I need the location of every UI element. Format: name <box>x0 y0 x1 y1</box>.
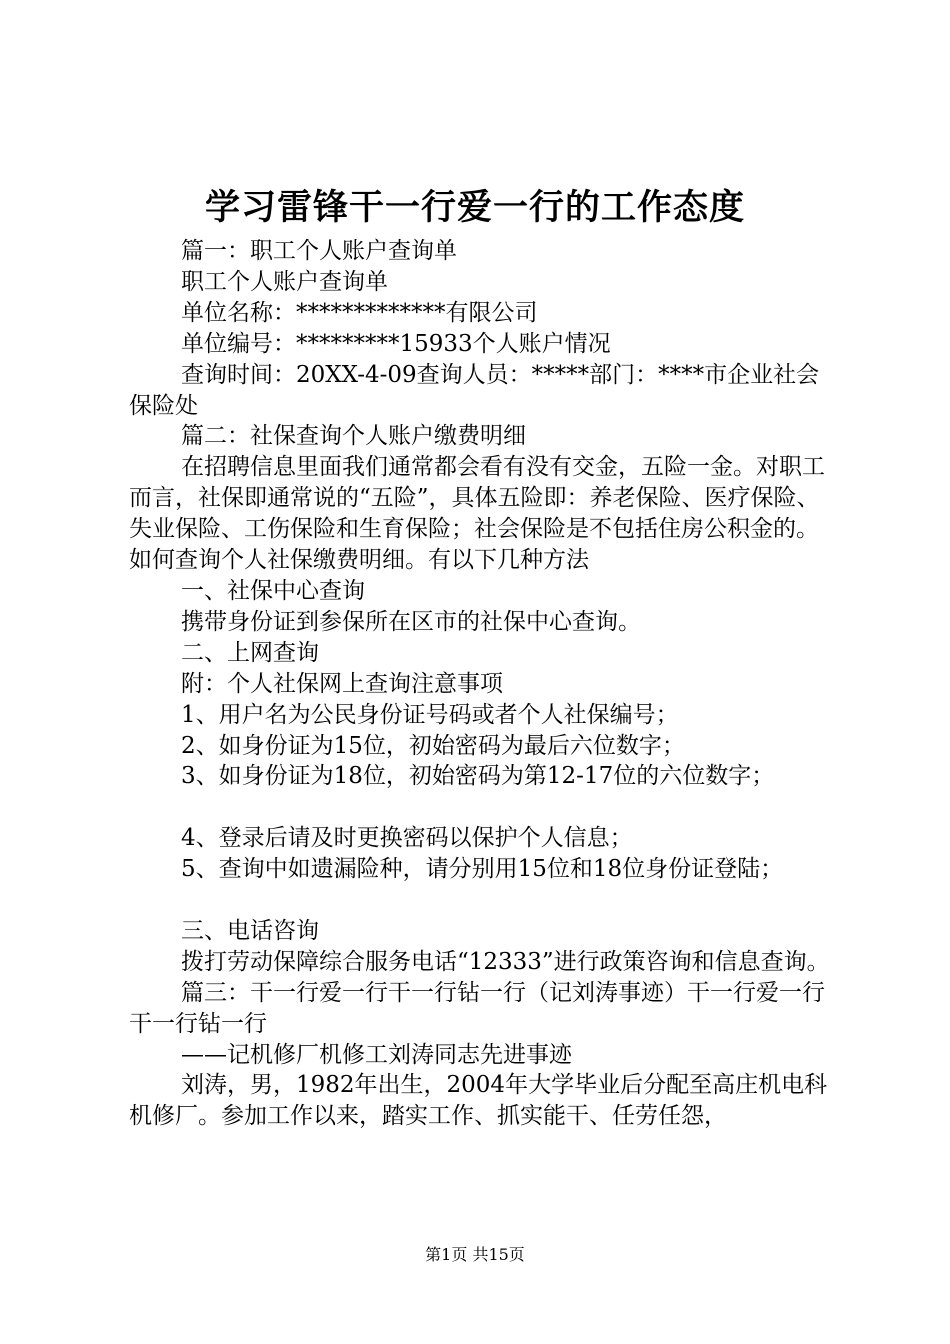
paragraph: 篇三：干一行爱一行干一行钻一行（记刘涛事迹）干一行爱一行干一行钻一行 <box>129 979 825 1037</box>
paragraph: 刘涛，男，1982年出生，2004年大学毕业后分配至高庄机电科机修厂。参加工作以来，踏实工作、抓实能干、任劳任怨， <box>129 1072 828 1130</box>
paragraph: 3、如身份证为18位，初始密码为第12-17位的六位数字； <box>181 763 775 790</box>
document-title: 学习雷锋干一行爱一行的工作态度 <box>204 187 745 228</box>
paragraph: 2、如身份证为15位，初始密码为最后六位数字； <box>181 732 685 759</box>
paragraph: 三、电话咨询 <box>181 917 319 944</box>
paragraph: 职工个人账户查询单 <box>181 268 388 295</box>
paragraph: 附：个人社保网上查询注意事项 <box>181 670 503 697</box>
paragraph: 在招聘信息里面我们通常都会看有没有交金，五险一金。对职工而言，社保即通常说的“五险”，具体五险即：养老保险、医疗保险、失业保险、工伤保险和生育保险；社会保险是不包括住房公积金的。如何查询个人社保缴费明细。有以下几种方法 <box>129 454 825 574</box>
paragraph: 篇一：职工个人账户查询单 <box>181 238 457 264</box>
page-number-footer: 第1页 共15页 <box>425 1245 525 1264</box>
paragraph: 4、登录后请及时更换密码以保护个人信息； <box>181 825 633 852</box>
paragraph: 单位编号：*********15933个人账户情况 <box>181 330 611 357</box>
paragraph: ——记机修厂机修工刘涛同志先进事迹 <box>181 1041 572 1068</box>
paragraph: 一、社保中心查询 <box>181 577 365 604</box>
paragraph: 查询时间：20XX-4-09查询人员：*****部门：****市企业社会保险处 <box>129 361 820 419</box>
paragraph: 二、上网查询 <box>181 639 319 666</box>
paragraph: 1、用户名为公民身份证号码或者个人社保编号； <box>181 701 679 728</box>
paragraph: 单位名称：*************有限公司 <box>181 299 538 326</box>
paragraph: 拨打劳动保障综合服务电话“12333”进行政策咨询和信息查询。 <box>181 948 830 975</box>
paragraph: 携带身份证到参保所在区市的社保中心查询。 <box>181 608 641 635</box>
paragraph: 篇二：社保查询个人账户缴费明细 <box>181 423 526 450</box>
paragraph: 5、查询中如遗漏险种，请分别用15位和18位身份证登陆； <box>181 856 784 883</box>
document-body <box>129 236 835 1132</box>
